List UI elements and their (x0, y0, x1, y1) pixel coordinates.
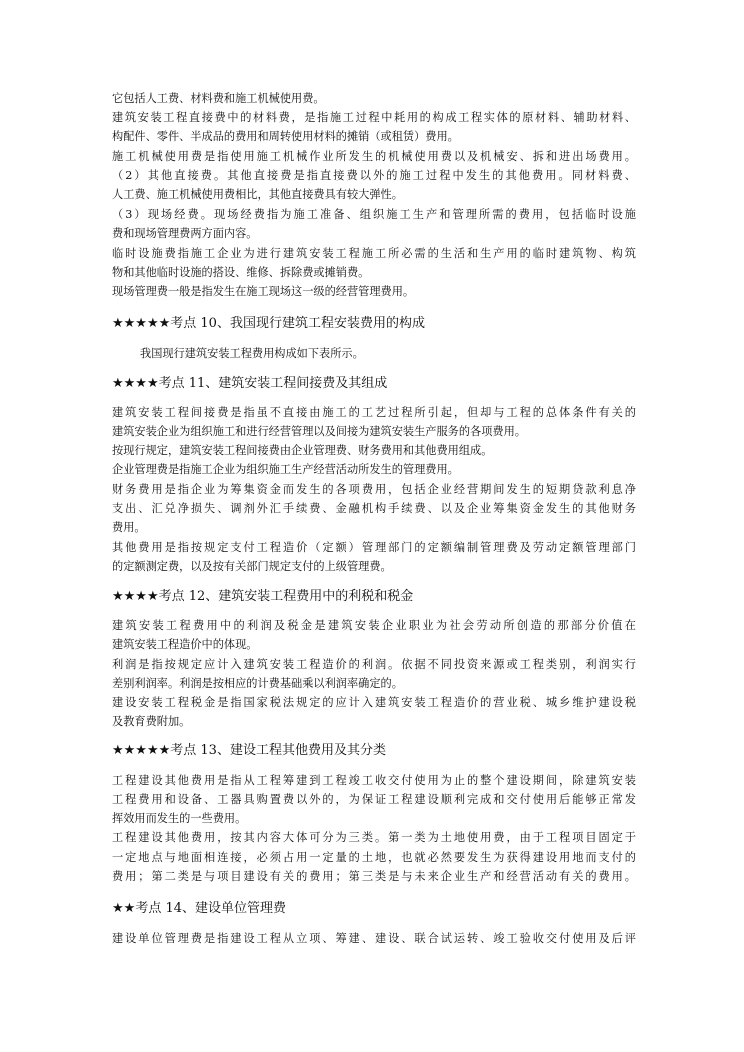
heading-title: 考点 11、建筑安装工程间接费及其组成 (158, 376, 388, 391)
section-heading (112, 899, 286, 919)
paragraph-line: 建筑安装工程间接费是指虽不直接由施工的工艺过程所引起，但却与工程的总体条件有关的 (112, 406, 636, 419)
paragraph-line: 工程建设其他费用是指从工程筹建到工程竣工收交付使用为止的整个建设期间，除建筑安装 (112, 774, 636, 787)
paragraph-line: 一定地点与地面相连接，必须占用一定量的土地，也就必然要发生为获得建设用地而支付的 (112, 851, 636, 864)
paragraph-line: 它包括人工费、材料费和施工机械使用费。 (112, 92, 325, 105)
paragraph-line: 费和现场管理费两方面内容。 (112, 227, 258, 240)
paragraph-line: 建设单位管理费是指建设工程从立项、筹建、建设、联合试运转、竣工验收交付使用及后评 (112, 932, 636, 945)
section-heading (112, 587, 413, 607)
paragraph-line: 费用。 (112, 521, 146, 534)
rating-stars: ★★ (112, 901, 136, 916)
paragraph-line: （3）现场经费。现场经费指为施工准备、组织施工生产和管理所需的费用，包括临时设施 (112, 208, 636, 221)
paragraph-line: 挥效用而发生的一些费用。 (112, 812, 247, 825)
rating-stars: ★★★★ (112, 589, 159, 604)
paragraph-line: 按现行规定，建筑安装工程间接费由企业管理费、财务费用和其他费用组成。 (112, 444, 493, 457)
section-heading (112, 314, 425, 334)
heading-title: 考点 13、建设工程其他费用及其分类 (170, 743, 386, 758)
paragraph-line: 差别利润率。利润是按相应的计费基础乘以利润率确定的。 (112, 677, 403, 690)
section-heading (112, 374, 387, 394)
rating-stars: ★★★★★ (112, 316, 171, 331)
paragraph-line: 工程费用和设备、工器具购置费以外的，为保证工程建设顺利完成和交付使用后能够正常发 (112, 793, 636, 806)
paragraph-line: 构配件、零件、半成品的费用和周转使用材料的摊销（或租赁）费用。 (112, 130, 459, 143)
paragraph-line: 现场管理费一般是指发生在施工现场这一级的经营管理费用。 (112, 285, 415, 298)
rating-stars: ★★★★ (112, 376, 159, 391)
rating-stars: ★★★★★ (112, 743, 171, 758)
paragraph-line: 物和其他临时设施的搭设、维修、拆除费或摊销费。 (112, 266, 370, 279)
heading-title: 考点 10、我国现行建筑工程安装费用的构成 (170, 316, 425, 331)
paragraph-line: 建筑安装工程直接费中的材料费，是指施工过程中耗用的构成工程实体的原材料、辅助材料、 (112, 111, 636, 124)
heading-title: 考点 12、建筑安装工程费用中的利税和税金 (158, 589, 414, 604)
paragraph-line: 建筑安装工程费用中的利润及税金是建筑安装企业职业为社会劳动所创造的那部分价值在 (112, 619, 636, 632)
paragraph-line: 费用；第二类是与项目建设有关的费用；第三类是与未来企业生产和经营活动有关的费用。 (112, 870, 636, 883)
paragraph-line: 及教育费附加。 (112, 715, 191, 728)
paragraph-line: 建设安装工程税金是指国家税法规定的应计入建筑安装工程造价的营业税、城乡维护建设税 (112, 696, 636, 709)
paragraph-line: 施工机械使用费是指使用施工机械作业所发生的机械使用费以及机械安、拆和进出场费用。 (112, 150, 636, 163)
paragraph-line: （2）其他直接费。其他直接费是指直接费以外的施工过程中发生的其他费用。同材料费、 (112, 169, 636, 182)
section-heading (112, 741, 386, 761)
paragraph-line: 工程建设其他费用，按其内容大体可分为三类。第一类为土地使用费，由于工程项目固定于 (112, 831, 636, 844)
heading-title: 考点 14、建设单位管理费 (135, 901, 286, 916)
paragraph-line: 企业管理费是指施工企业为组织施工生产经营活动所发生的管理费用。 (112, 463, 459, 476)
paragraph-line: 临时设施费指施工企业为进行建筑安装工程施工所必需的生活和生产用的临时建筑物、构筑 (112, 247, 636, 260)
paragraph-line: 其他费用是指按规定支付工程造价（定额）管理部门的定额编制管理费及劳动定额管理部门 (112, 541, 636, 554)
paragraph-line: 利润是指按规定应计入建筑安装工程造价的利润。依据不同投资来源或工程类别，利润实行 (112, 658, 636, 671)
paragraph-line: 支出、汇兑净损失、调剂外汇手续费、金融机构手续费、以及企业筹集资金发生的其他财务 (112, 502, 636, 515)
indented-paragraph-line: 我国现行建筑安装工程费用构成如下表所示。 (140, 347, 364, 360)
paragraph-line: 人工费、施工机械使用费相比，其他直接费具有较大弹性。 (112, 188, 403, 201)
paragraph-line: 建筑安装企业为组织施工和进行经营管理以及间接为建筑安装生产服务的各项费用。 (112, 425, 526, 438)
paragraph-line: 财务费用是指企业为筹集资金而发生的各项费用，包括企业经营期间发生的短期贷款利息净 (112, 483, 636, 496)
paragraph-line: 的定额测定费，以及按有关部门规定支付的上级管理费。 (112, 560, 392, 573)
paragraph-line: 建筑安装工程造价中的体现。 (112, 638, 258, 651)
